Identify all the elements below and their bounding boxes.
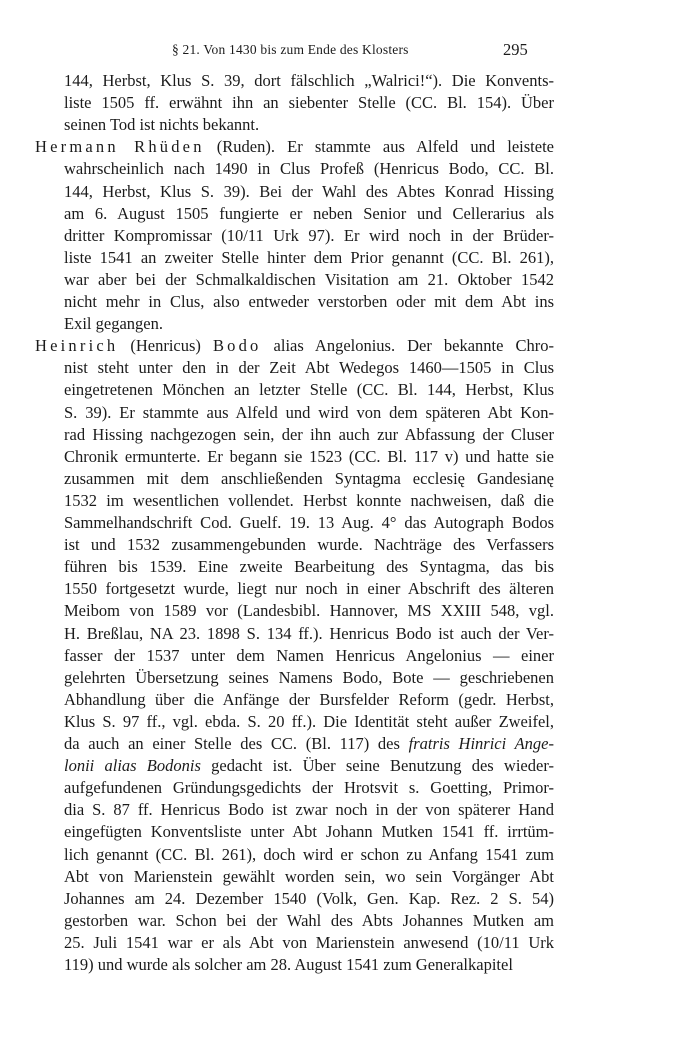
text-line [64,357,554,379]
italic-quote: fratris Hinrici Ange- [408,734,554,753]
entry-name: Bodo [212,336,262,356]
text-segment: Johannes am 24. Dezember 1540 (Volk, Gen. Kap. Rez. 2 S. 54) [64,888,554,908]
text-line [64,556,554,578]
text-segment: führen bis 1539. Eine zweite Bearbeitung des Syntagma, das bis [64,557,554,577]
text-line [64,291,554,313]
text-segment: da auch an einer Stelle des CC. (Bl. 117) des [64,734,409,753]
text-segment: H. Breßlau, NA 23. 1898 S. 134 ff.). Henricus Bodo ist auch der Ver- [64,623,554,643]
text-line [64,755,554,777]
text-line [64,578,554,600]
text-segment: dritter Kompromissar (10/11 Urk 97). Er wird noch in der Brüder- [64,225,554,245]
text-segment: Meibom von 1589 vor (Landesbibl. Hannover, MS XXIII 548, vgl. [64,601,554,621]
text-segment: seinen Tod ist nichts bekannt. [64,115,260,135]
entry-name: Heinrich [35,336,119,356]
text-segment: rad Hissing nachgezogen sein, der ihn auch zur Abfassung der Cluser [64,424,554,444]
text-segment: ist und 1532 zusammengebunden wurde. Nachträge des Verfassers [64,535,554,555]
text-segment: S. 39). Er stammte aus Alfeld und wird von dem späteren Abt Kon- [64,402,554,422]
text-segment: Abhandlung über die Anfänge der Bursfelder Reform (gedr. Herbst, [64,689,554,709]
text-line [64,844,554,866]
text-segment: Klus S. 97 ff., vgl. ebda. S. 20 ff.). Die Identität steht außer Zweifel, [64,711,554,731]
text-segment: lich genannt (CC. Bl. 261), doch wird er schon zu Anfang 1541 zum [64,844,554,864]
text-segment: Sammelhandschrift Cod. Guelf. 19. 13 Aug. 4° das Autograph Bodos [64,513,554,532]
running-head [0,42,700,64]
text-segment: alias Angelonius. Der bekannte Chro- [261,336,554,356]
text-line [64,158,554,180]
text-segment: gedacht ist. Über seine Benutzung des wieder- [200,756,554,776]
text-line [64,490,554,512]
text-line [64,402,554,424]
text-segment: gestorben war. Schon bei der Wahl des Abts Johannes Mutken am [64,910,554,930]
text-line [64,269,554,291]
text-line [64,777,554,799]
text-segment: 25. Juli 1541 war er als Abt von Marienstein anwesend (10/11 Urk [64,932,554,952]
text-line [64,733,554,755]
text-line [64,910,554,932]
text-segment: dia S. 87 ff. Henricus Bodo ist zwar noch in der von späterer Hand [64,800,554,820]
text-segment: nist steht unter den in der Zeit Abt Wedegos 1460—1505 in Clus [64,358,554,378]
text-line [64,711,554,733]
text-line [64,114,554,136]
text-line [64,512,554,534]
text-segment: 119) und wurde als solcher am 28. August 1541 zum Generalkapitel [64,955,513,974]
text-line [64,313,554,335]
text-segment: war aber bei der Schmalkaldischen Visitation am 21. Oktober 1542 [64,269,554,289]
text-segment: wahrscheinlich nach 1490 in Clus Profeß (Henricus Bodo, CC. Bl. [64,159,554,179]
text-segment: gelehrten Übersetzung seines Namens Bodo, Bote — geschriebenen [64,667,554,687]
text-line [64,600,554,622]
text-segment: eingetretenen Mönchen an letzter Stelle (CC. Bl. 144, Herbst, Klus [64,380,554,400]
text-segment: 144, Herbst, Klus S. 39, dort fälschlich „Walrici!“). Die Konvents- [64,71,554,90]
text-line [64,645,554,667]
text-line [64,468,554,490]
text-segment: Abt von Marienstein gewählt worden sein, wo sein Vorgänger Abt [64,866,554,886]
text-line [64,623,554,645]
text-line [35,335,554,357]
text-line [64,203,554,225]
text-line [64,181,554,203]
text-segment: Chronik ermunterte. Er begann sie 1523 (CC. Bl. 117 v) und hatte sie [64,446,554,466]
text-segment: 1532 im wesentlichen vollendet. Herbst konnte nachweisen, daß die [64,490,554,510]
text-line [64,424,554,446]
entry-name: Hermann Rhüden [35,137,205,157]
text-segment: zusammen mit dem anschließenden Syntagma ecclesię Gandesianę [64,468,554,488]
running-title: § 21. Von 1430 bis zum Ende des Klosters [172,42,409,57]
text-line [64,446,554,468]
text-segment: am 6. August 1505 fungierte er neben Senior und Cellerarius als [64,203,554,223]
text-line [64,667,554,689]
text-line [64,866,554,888]
text-line [64,247,554,269]
text-line [64,932,554,954]
text-segment: liste 1505 ff. erwähnt ihn an siebenter Stelle (CC. Bl. 154). Über [64,93,554,113]
text-segment: Exil gegangen. [64,314,163,334]
text-line [64,70,554,92]
text-segment: fasser der 1537 unter dem Namen Henricus Angelonius — einer [64,645,554,665]
text-segment: aufgefundenen Gründungsgedichts der Hrotsvit s. Goetting, Primor- [64,778,554,798]
text-line [64,92,554,114]
page-number: 295 [503,40,528,59]
text-line [64,689,554,711]
text-segment: nicht mehr in Clus, also entweder verstorben oder mit dem Abt ins [64,292,554,311]
text-segment: (Ruden). Er stammte aus Alfeld und leistete [204,137,554,157]
text-segment: liste 1541 an zweiter Stelle hinter dem Prior genannt (CC. Bl. 261), [64,247,554,267]
text-segment: (Henricus) [118,336,213,356]
text-line [64,379,554,401]
text-line [64,534,554,556]
text-line [35,136,554,158]
text-line [64,225,554,247]
text-line [64,821,554,843]
italic-quote: lonii alias Bodonis [64,756,201,776]
text-segment: 144, Herbst, Klus S. 39). Bei der Wahl des Abtes Konrad Hissing [64,181,554,201]
text-line [64,799,554,821]
text-line [64,954,554,976]
text-line [64,888,554,910]
text-segment: eingefügten Konventsliste unter Abt Johann Mutken 1541 ff. irrtüm- [64,822,554,842]
text-segment: 1550 fortgesetzt wurde, liegt nur noch in einer Abschrift des älteren [64,579,554,599]
